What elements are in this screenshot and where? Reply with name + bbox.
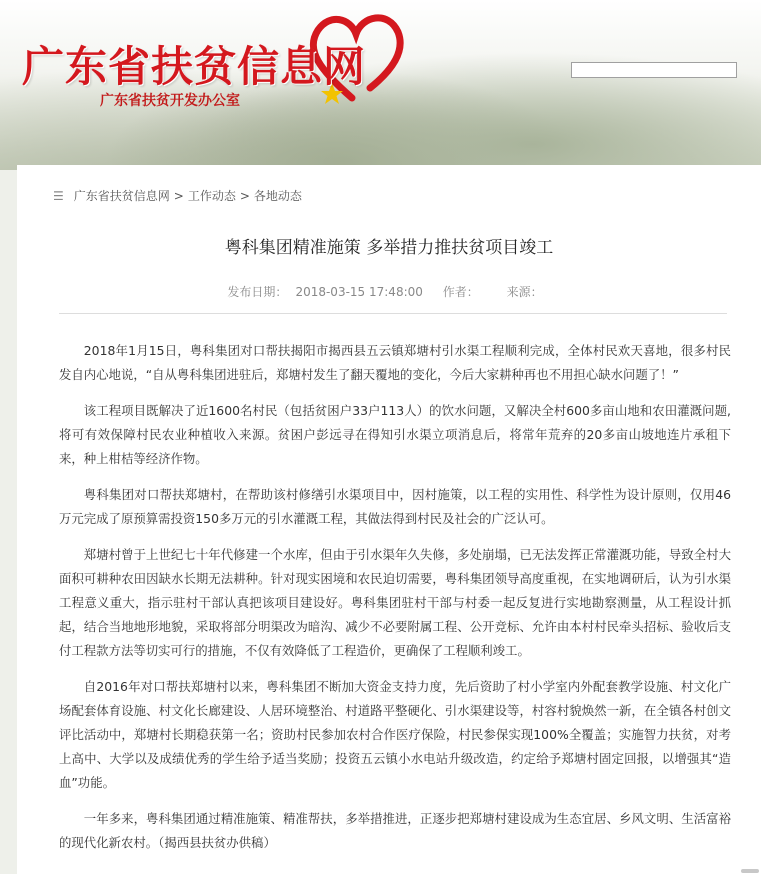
breadcrumb-home[interactable]: 广东省扶贫信息网 (73, 189, 170, 203)
article-paragraph: 该工程项目既解决了近1600名村民（包括贫困户33户113人）的饮水问题，又解决全村600多亩山地和农田灌溉问题,将可有效保障村民农业种植收入来源。贫困户彭远寻在得知引水渠立项消息后，将常年荒弃的20多亩山坡地连片承租下来，种上柑桔等经济作物。 (59, 403, 731, 466)
breadcrumb-local-news[interactable]: 各地动态 (253, 189, 302, 203)
site-banner (0, 0, 761, 170)
article-paragraph: 郑塘村曾于上世纪七十年代修建一个水库，但由于引水渠年久失修，多处崩塌，已无法发挥正常灌溉功能，导致全村大面积可耕种农田因缺水长期无法耕种。针对现实困境和农民迫切需要，粤科集团领导高度重视，在实地调研后，认为引水渠工程意义重大，指示驻村干部认真把该项目建设好。粤科集团驻村干部与村委一起反复进行实地勘察测量，从工程设计抓起，结合当地地形地貌，采取将部分明渠改为暗沟、减少不必要附属工程、公开竞标、允许由本村村民牵头招标、验收后支付工程款方法等切实可行的措施，不仅有效降低了工程造价，更确保了工程顺利竣工。 (59, 547, 731, 658)
source (503, 285, 555, 299)
breadcrumb-separator: > (239, 188, 250, 203)
article-body (59, 339, 731, 867)
source-label: 来源： (506, 285, 543, 299)
site-title[interactable]: 广东省扶贫信息网 (22, 42, 367, 91)
breadcrumb-separator: > (173, 188, 184, 203)
content-panel (17, 165, 761, 874)
list-icon: ☰ (53, 188, 64, 203)
article-paragraph: 粤科集团对口帮扶郑塘村，在帮助该村修缮引水渠项目中，因村施策，以工程的实用性、科学性为设计原则，仅用46万元完成了原预算需投资150多万元的引水灌溉工程，其做法得到村民及社会的广泛认可。 (59, 487, 731, 526)
article-meta (17, 283, 761, 300)
article-paragraph: 2018年1月15日，粤科集团对口帮扶揭阳市揭西县五云镇郑塘村引水渠工程顺利完成，全体村民欢天喜地，很多村民发自内心地说，“自从粤科集团进驻后，郑塘村发生了翻天覆地的变化，今后大家耕种再也不用担心缺水问题了！” (59, 343, 731, 382)
site-subtitle: 广东省扶贫开发办公室 (100, 93, 240, 109)
author-label: 作者： (442, 285, 479, 299)
article-paragraph: 一年多来，粤科集团通过精准施策、精准帮扶，多举措推进，正逐步把郑塘村建设成为生态宜居、乡风文明、生活富裕的现代化新农村。（揭西县扶贫办供稿） (59, 811, 731, 850)
breadcrumb (53, 187, 302, 204)
article-title: 粤科集团精准施策 多举措力推扶贫项目竣工 (224, 238, 554, 258)
publish-date (223, 285, 426, 299)
breadcrumb-work-news[interactable]: 工作动态 (187, 189, 236, 203)
scrollbar-thumb[interactable] (741, 869, 759, 873)
title-divider (59, 313, 727, 314)
article-paragraph: 自2016年对口帮扶郑塘村以来，粤科集团不断加大资金支持力度，先后资助了村小学室内外配套教学设施、村文化广场配套体育设施、村文化长廊建设、人居环境整治、村道路平整硬化、引水渠建设等，村容村貌焕然一新，在全镇各村创文评比活动中，郑塘村长期稳获第一名；资助村民参加农村合作医疗保险，村民参保实现100%全覆盖；实施智力扶贫，对考上高中、大学以及成绩优秀的学生给予适当奖励；投资五云镇小水电站升级改造，约定给予郑塘村固定回报，以增强其“造血”功能。 (59, 679, 731, 790)
publish-date-value: 2018-03-15 17:48:00 (295, 285, 423, 299)
publish-date-label: 发布日期： (227, 285, 288, 299)
search-input[interactable] (571, 62, 737, 78)
author (439, 285, 491, 299)
